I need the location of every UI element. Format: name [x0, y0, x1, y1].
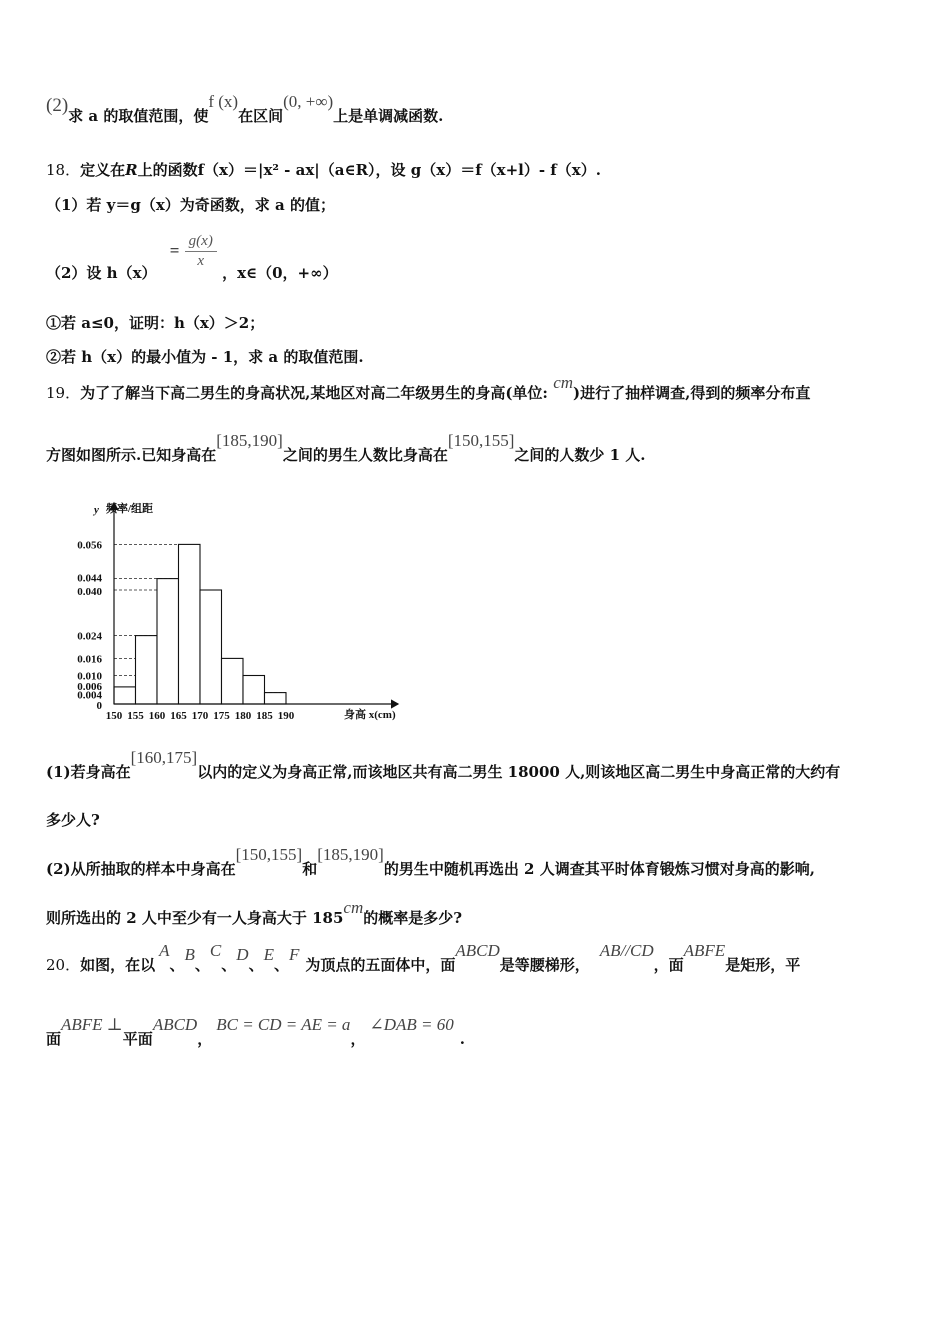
q18-eq: =	[169, 240, 180, 260]
q19-line2-b: 之间的男生人数比身高在	[282, 446, 448, 464]
q20-point-A: A	[159, 941, 170, 960]
histogram-bar	[157, 579, 179, 704]
q17-part2	[46, 92, 444, 125]
q20-point-D: D	[236, 945, 249, 964]
q20-c: 是等腰梯形，	[499, 956, 590, 974]
q20-line1	[46, 941, 801, 974]
q20-a: 如图，在以	[80, 956, 156, 974]
q19-part2-b: 的男生中随机再选出 2 人调查其平时体育锻炼习惯对身高的影响,	[383, 860, 815, 878]
q19-interval-150b: [150,155]	[235, 845, 303, 864]
y-tick-label: 0.024	[77, 630, 102, 643]
histogram-bar	[265, 693, 287, 704]
q18-stem-a: 定义在	[80, 161, 126, 179]
q18-stem-b: 上的函数	[137, 161, 198, 179]
q18-function-def: f（x）＝|x² - ax|（a∈R），设 g（x）＝f（x+l）- f（x）.	[197, 161, 601, 179]
q20-angle: ∠DAB = 60	[369, 1015, 454, 1034]
x-tick-label: 185	[256, 710, 273, 722]
q17-text3: 上是单调减函数.	[333, 107, 444, 125]
q19-part1-b: 以内的定义为身高正常,而该地区共有高二男生 18000 人,则该地区高二男生中身高正常的大约有	[197, 763, 841, 781]
q20-f: 面	[46, 1030, 62, 1048]
q19-line2-c: 之间的人数少 1 人.	[514, 446, 646, 464]
q17-part-number: (2)	[46, 95, 69, 116]
q17-fx: f (x)	[208, 92, 239, 111]
y-axis-letter: y	[94, 504, 99, 516]
q17-text2: 在区间	[238, 107, 284, 125]
q17-text1: 求 a 的取值范围，使	[68, 107, 209, 125]
q20-point-B: B	[184, 945, 195, 964]
q20-e: 是矩形，平	[725, 956, 801, 974]
x-tick-label: 155	[127, 710, 144, 722]
q20-d: ，面	[653, 956, 684, 974]
q19-unit: cm	[553, 373, 574, 392]
y-tick-label: 0.056	[77, 539, 102, 552]
y-tick-label: 0.006	[77, 680, 102, 693]
q20-b: 为顶点的五面体中，面	[305, 956, 456, 974]
q19-part1-c: 多少人?	[46, 811, 100, 829]
q20-sep: 、	[221, 956, 237, 974]
q18-part2-b: ，x∈（0，+∞）	[222, 263, 338, 282]
q18-part2	[46, 233, 338, 282]
q19-part2-d: 的概率是多少?	[363, 909, 463, 927]
x-tick-label: 160	[148, 710, 166, 722]
q20-abcd: ABCD	[455, 941, 500, 960]
histogram-bar	[222, 658, 244, 704]
histogram-bar	[114, 687, 136, 704]
q20-abcd2: ABCD	[152, 1015, 198, 1034]
q19-line1-b: )进行了抽样调查,得到的频率分布直	[573, 384, 811, 402]
q20-line2	[46, 1015, 465, 1048]
q19-line2-a: 方图如图所示.已知身高在	[46, 446, 217, 464]
q17-interval: (0, +∞)	[283, 92, 334, 111]
x-tick-label: 175	[213, 710, 230, 722]
q20-number: 20．	[46, 956, 81, 974]
q18-number: 18．	[46, 161, 81, 179]
q18-fraction	[185, 234, 217, 269]
x-tick-label: 180	[234, 710, 252, 722]
origin-label: 0	[96, 700, 102, 712]
y-tick-label: 0.040	[77, 586, 102, 598]
q19-line2	[46, 431, 646, 464]
y-tick-label: 0.016	[77, 653, 102, 666]
q18-stem	[46, 163, 601, 178]
q19-interval-150: [150,155]	[447, 431, 515, 450]
q18-part1: （1）若 y＝g（x）为奇函数，求 a 的值；	[46, 196, 335, 214]
q19-interval-185b: [185,190]	[317, 845, 384, 864]
q19-interval-160: [160,175]	[130, 748, 198, 767]
q18-R: R	[125, 161, 138, 179]
q20-sep: 、	[169, 956, 185, 974]
q18-case2: ②若 h（x）的最小值为 - 1，求 a 的取值范围.	[46, 348, 364, 366]
histogram-bar	[179, 544, 201, 704]
q20-dot: .	[459, 1030, 465, 1048]
x-axis-label: 身高 x(cm)	[344, 709, 396, 721]
x-tick-label: 150	[105, 710, 123, 722]
q19-part2-a: (2)从所抽取的样本中身高在	[46, 860, 236, 878]
q20-point-E: E	[263, 945, 274, 964]
x-tick-label: 170	[191, 710, 209, 722]
y-tick-label: 0.010	[77, 670, 102, 683]
q20-comma2: ，	[350, 1030, 366, 1048]
q19-part2-and: 和	[302, 860, 318, 878]
q20-sep: 、	[194, 956, 210, 974]
q19-interval-185: [185,190]	[216, 431, 283, 450]
q19-line1-a: 为了了解当下高二男生的身高状况,某地区对高二年级男生的身高(单位:	[80, 384, 554, 402]
q20-g: 平面	[122, 1030, 153, 1048]
q20-sep: 、	[248, 956, 264, 974]
q20-comma1: ，	[197, 1030, 213, 1048]
x-tick-label: 165	[170, 710, 187, 722]
y-tick-label: 0.044	[77, 572, 102, 585]
q18-part2-a: （2）设 h（x）	[46, 263, 157, 282]
histogram-bar	[136, 636, 158, 704]
q19-number: 19．	[46, 384, 81, 402]
q20-parallel: AB//CD	[599, 941, 654, 960]
q20-abfe: ABFE	[683, 941, 726, 960]
q19-part2-c: 则所选出的 2 人中至少有一人身高大于 185	[46, 909, 344, 927]
q19-part1-a: (1)若身高在	[46, 763, 131, 781]
q18-frac-num: g(x)	[185, 234, 217, 252]
q19-part2-line2	[46, 898, 463, 927]
x-tick-label: 190	[277, 710, 295, 722]
y-tick-label: 0.004	[77, 689, 102, 702]
q18-case1: ①若 a≤0，证明：h（x）＞2；	[46, 314, 265, 332]
frequency-histogram	[60, 495, 420, 725]
q18-frac-den: x	[197, 253, 205, 269]
q20-equalities: BC = CD = AE = a	[216, 1015, 351, 1034]
y-axis-label: 频率/组距	[106, 503, 154, 515]
q20-abfe-perp: ABFE ⊥	[61, 1015, 123, 1034]
histogram-bar	[243, 676, 265, 705]
q20-point-F: F	[288, 945, 300, 964]
q20-point-C: C	[209, 941, 222, 960]
q20-sep: 、	[273, 956, 289, 974]
q19-line1	[46, 373, 811, 402]
q19-part2	[46, 845, 815, 878]
histogram-bar	[200, 590, 222, 704]
q19-part1	[46, 748, 841, 781]
q19-unit2: cm	[343, 898, 364, 917]
